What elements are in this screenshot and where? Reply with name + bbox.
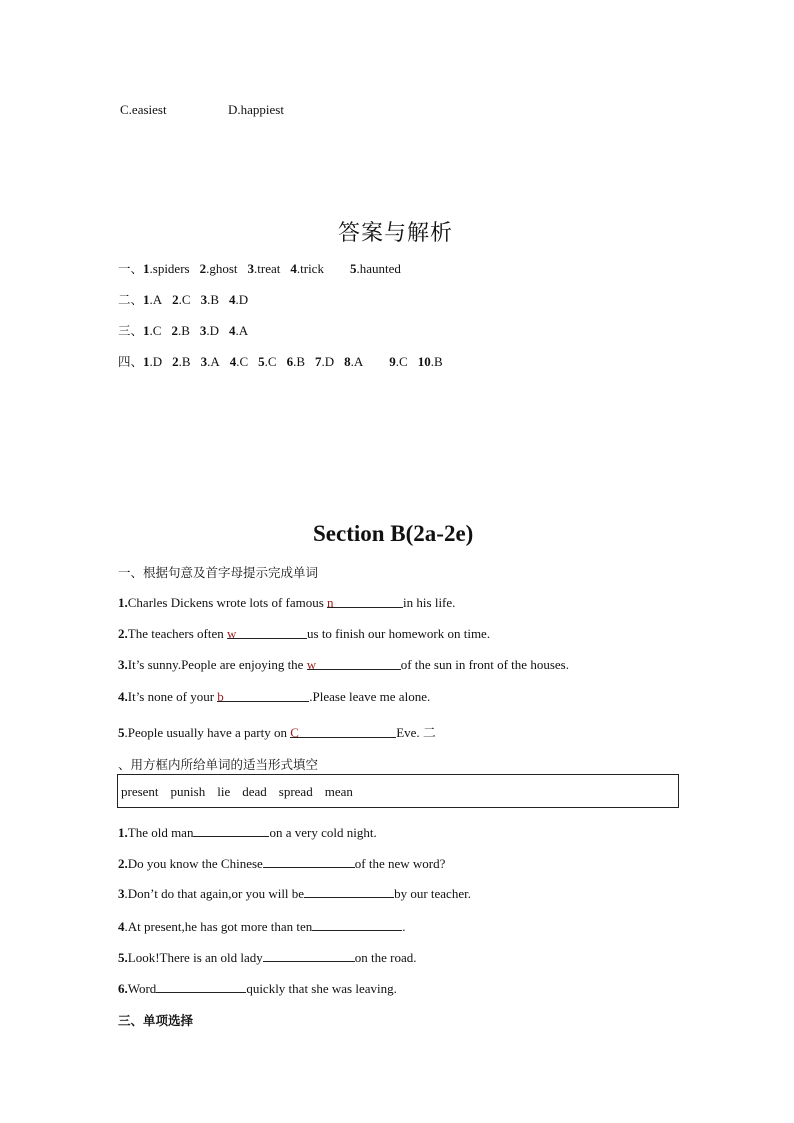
part2-question-6: 6.Word quickly that she was leaving. xyxy=(118,981,397,996)
answer-row-prefix: 一、 xyxy=(118,261,144,276)
word-item: mean xyxy=(324,784,353,799)
word-item: dead xyxy=(242,784,267,799)
answer-blank[interactable] xyxy=(263,855,355,868)
answer-blank[interactable]: n xyxy=(327,595,403,608)
part1-question-4: 4.It’s none of your b .Please leave me alone. xyxy=(118,689,431,704)
answer-blank[interactable]: w xyxy=(227,626,307,639)
part2-question-4: 4.At present,he has got more than ten . xyxy=(118,919,406,934)
answer-row-3: 三、1.C 2.B 3.D 4.A xyxy=(118,323,249,338)
part2-question-2: 2.Do you know the Chinese of the new word? xyxy=(118,856,446,871)
answers-title: 答案与解析 xyxy=(338,221,454,246)
word-item: present xyxy=(121,784,159,799)
answer-blank[interactable] xyxy=(156,980,246,993)
answer-blank[interactable]: C xyxy=(290,725,396,738)
part2-question-1: 1.The old man on a very cold night. xyxy=(118,825,377,840)
answer-row-1: 一、1.spiders 2.ghost 3.treat 4.trick 5.haunted xyxy=(118,261,401,276)
word-list xyxy=(121,784,365,800)
part2-question-5: 5.Look!There is an old lady on the road. xyxy=(118,950,417,965)
word-item: lie xyxy=(217,784,231,799)
part1-question-2: 2.The teachers often w us to finish our homework on time. xyxy=(118,626,491,641)
word-item: punish xyxy=(170,784,206,799)
word-item: spread xyxy=(278,784,313,799)
answer-blank[interactable]: w xyxy=(307,657,401,670)
option-c: C.easiest xyxy=(120,102,167,117)
part1-question-1: 1.Charles Dickens wrote lots of famous n in his life. xyxy=(118,595,456,610)
part1-question-3: 3.It’s sunny.People are enjoying the w of the sun in front of the houses. xyxy=(118,657,569,672)
answer-row-4: 四、1.D 2.B 3.A 4.C 5.C 6.B 7.D 8.A 9.C 10.B xyxy=(118,354,443,369)
section-title: Section B(2a-2e) xyxy=(313,521,474,546)
part2-question-3: 3.Don’t do that again,or you will be by our teacher. xyxy=(118,886,471,901)
part1-question-5: 5.People usually have a party on C Eve. 二 xyxy=(118,725,436,740)
option-d: D.happiest xyxy=(228,102,284,117)
part3-heading: 三、单项选择 xyxy=(118,1013,194,1028)
answer-blank[interactable]: b xyxy=(217,689,309,702)
part2-heading: 、用方框内所给单词的适当形式填空 xyxy=(118,757,319,772)
word-box xyxy=(117,774,679,808)
answer-blank[interactable] xyxy=(312,918,402,931)
answer-blank[interactable] xyxy=(304,885,394,898)
answer-blank[interactable] xyxy=(193,824,269,837)
answer-blank[interactable] xyxy=(263,949,355,962)
answer-row-2: 二、1.A 2.C 3.B 4.D xyxy=(118,292,249,307)
part1-heading: 一、根据句意及首字母提示完成单词 xyxy=(118,565,319,580)
